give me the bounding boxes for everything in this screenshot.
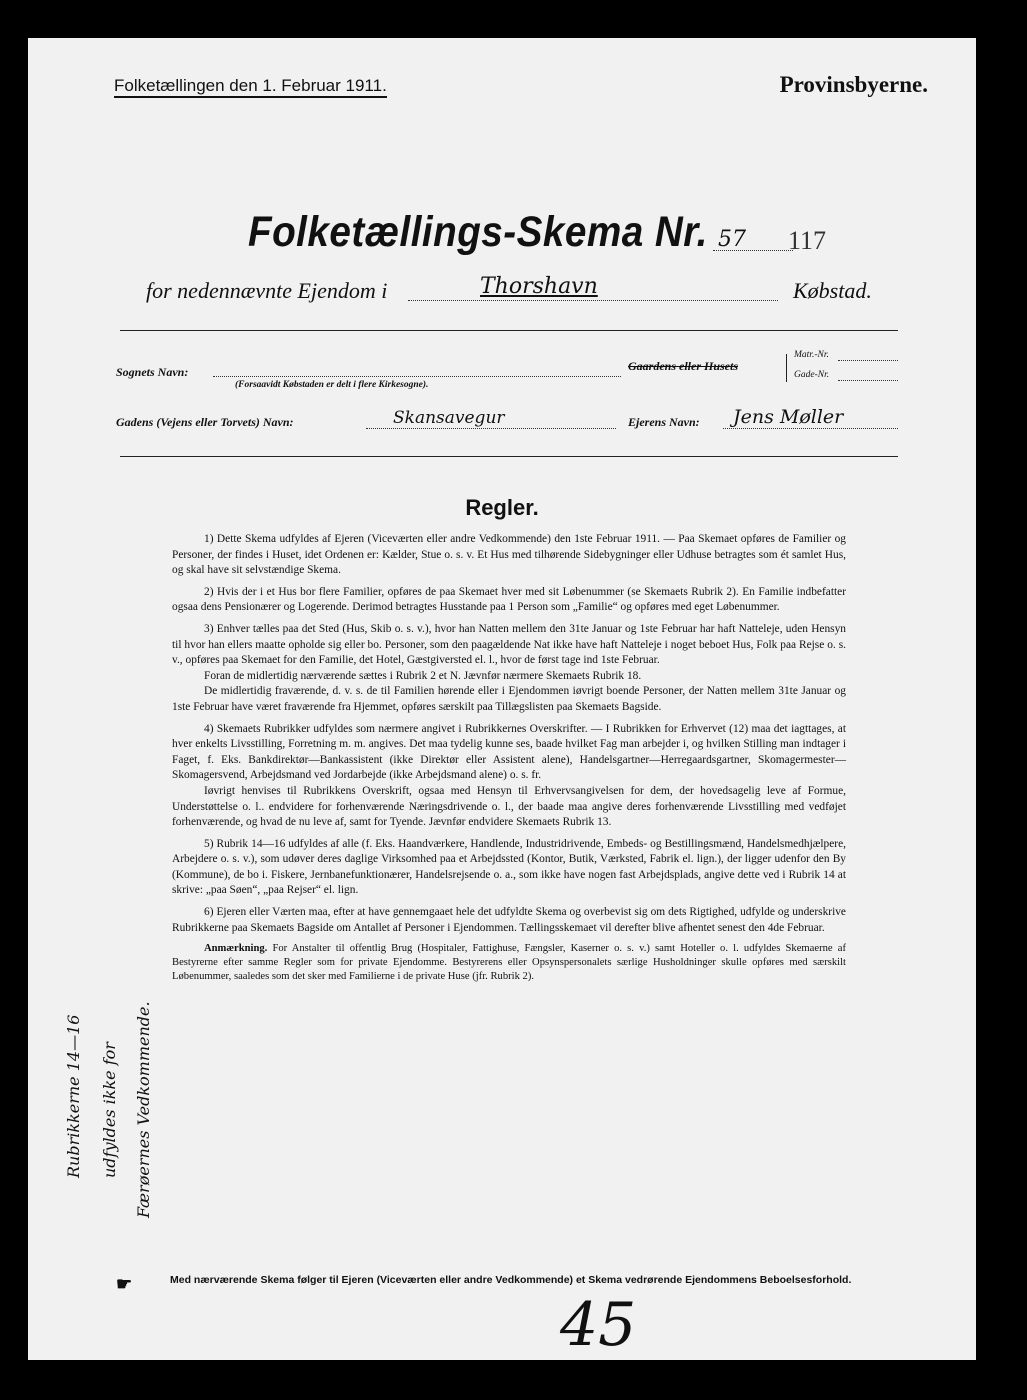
parish-note: (Forsaavidt Købstaden er delt i flere Kirkesogne). (235, 380, 429, 390)
divider-bottom (120, 456, 898, 457)
street-line (366, 428, 616, 429)
rule-5: 5) Rubrik 14—16 udfyldes af alle (f. Eks. Haandværkere, Handlende, Industridrivende, Embeds- og Bestillingsmænd, Handelsmedhjælpere, Arbejdere o. s. v.), som udøver deres daglige Virksomhed paa et Arbejdssted (Kontor, Butik, Værksted, Fabrik el. lign.), der ligger udenfor den By (Kommune), de bo i. Fiskere, Jernbanefunktionærer, Handelsrejsende o. a., som ikke have nogen fast Arbejdsplads, angive dette ved i Rubrik 14 at skrive: „paa Søen“, „paa Rejser“ el. lign. (172, 837, 846, 897)
owner-line (723, 428, 898, 429)
farm-brace (786, 354, 787, 382)
street-value: Skansavegur (393, 408, 505, 428)
gade-line (838, 380, 898, 381)
note-text: For Anstalter til offentlig Brug (Hospitaler, Fattighuse, Fængsler, Kaserner o. s. v.) samt Hoteller o. l. udfyldes Skemaerne af Bestyrerne efter samme Regler som for private Ejendomme. Bestyrerens eller Opsynspersonalets særlige Husholdninger skulle opføres med særskilt Løbenummer, saaledes som det sker med Familierne i de private Huse (jfr. Rubrik 2). (172, 943, 846, 983)
property-suffix: Købstad. (793, 278, 872, 303)
rule-4: 4) Skemaets Rubrikker udfyldes som nærmere angivet i Rubrikkernes Overskrifter. — I Rubrikken for Erhvervet (12) maa det iagttages, at hver enkelts Livsstilling, Forretning m. m. angives. Det maa tydelig kunne ses, baade hvilket Fag man arbejder i, og hvilken Stilling man indtager i Faget, f. Eks. Bankdirektør—Bankassistent (ikke Direktør eller Assistent alene), Handelsgartner—Herregaardsgartner, Skomagermester—Skomagersvend, Arbejdsmand ved Jordarbejde (ikke Arbejdsmand alene) o. s. fr. (172, 722, 846, 782)
handwritten-footer-number: 45 (560, 1290, 637, 1360)
margin-note-line-3: Færøernes Vedkommende. (134, 1001, 153, 1218)
note-label: Anmærkning. (204, 943, 268, 955)
town-line (408, 300, 778, 301)
owner-label: Ejerens Navn: (628, 415, 700, 429)
region-header: Provinsbyerne. (779, 72, 928, 97)
census-date-header (114, 76, 387, 96)
divider-top (120, 330, 898, 331)
census-date-text: Folketællingen den 1. Februar 1911. (114, 76, 387, 98)
rules-body (172, 532, 846, 990)
owner-value: Jens Møller (733, 406, 844, 428)
pointing-hand-icon: ☛ (116, 1274, 133, 1294)
town-value: Thorshavn (480, 274, 598, 299)
rules-heading: Regler. (465, 495, 539, 520)
census-form-page (28, 38, 976, 1360)
rule-3-note-a: Foran de midlertidig nærværende sættes i Rubrik 2 et N. Jævnfør nærmere Skemaets Rubrik 18. (204, 669, 642, 682)
rule-2: 2) Hvis der i et Hus bor flere Familier, opføres de paa Skemaet hver med sit Løbenummer (se Skemaets Rubrik 2). En Familie indbefatter ogsaa dens Pensionærer og Logerende. Derimod betragtes Husstande paa 1 Person som „Familie“ og opføres med eget Løbenummer. (172, 585, 846, 614)
matr-line (838, 360, 898, 361)
street-label: Gadens (Vejens eller Torvets) Navn: (116, 415, 294, 429)
printed-form-number: 117 (788, 226, 827, 255)
rule-6: 6) Ejeren eller Værten maa, efter at have gennemgaaet hele det udfyldte Skema og overbevist sig om dets Rigtighed, udfylde og underskrive Rubrikkerne paa Skemaets Bagside om Antallet af Personer i Ejendommen. Tællingsskemaet vil derefter blive afhentet senest den 4de Februar. (172, 906, 846, 934)
rule-3: 3) Enhver tælles paa det Sted (Hus, Skib o. s. v.), hvor han Natten mellem den 31te Januar og 1ste Februar har haft Natteleje, uden Hensyn til hvor han ellers maatte opholde sig eller bo. Personer, som den paagældende Nat ikke have haft Natteleje i noget beboet Hus, Folk paa Rejse o. s. v., opføres paa Skemaet for den Familie, det Hotel, Gæstgiversted el. l., hvor de først tage ind 1ste Februar. (172, 622, 846, 667)
margin-note-line-1: Rubrikkerne 14—16 (64, 1014, 83, 1178)
property-prefix: for nedennævnte Ejendom i (146, 278, 388, 303)
rule-1: 1) Dette Skema udfyldes af Ejeren (Viceværten eller andre Vedkommende) den 1ste Februar 1911. — Paa Skemaet opføres de Familier og Personer, der findes i Huset, idet Ordenen er: Kælder, Stue o. s. v. Et Hus med tilhørende Sidebygninger eller Udhuse betragtes som ét samlet Hus, og skal have sit selvstændige Skema. (172, 533, 846, 577)
rules-note (172, 942, 846, 984)
margin-note-line-2: udfyldes ikke for (100, 1042, 119, 1178)
rule-4-note: Iøvrigt henvises til Rubrikkens Overskrift, ogsaa med Hensyn til Erhvervsangivelsen for dem, der hovedsagelig leve af Formue, Understøttelse o. l.. endvidere for forhenværende Næringsdrivende o. l., der baade maa angive deres forhenværende Livsstilling med vedføjet forhenværende, og hvad de nu leve af, samt for Tyende. Jævnfør endvidere Skemaets Rubrik 13. (172, 784, 846, 829)
footer-note: Med nærværende Skema følger til Ejeren (Viceværten eller andre Vedkommende) et Skema vedrørende Ejendommens Beboelsesforhold. (170, 1274, 852, 1286)
parish-line (213, 376, 621, 377)
farm-label: Gaardens eller Husets (628, 359, 739, 373)
matr-label: Matr.-Nr. (794, 350, 829, 360)
rule-3-note-b: De midlertidig fraværende, d. v. s. de til Familien hørende eller i Ejendommen iøvrigt boende Personer, der Natten mellem 31te Januar og 1ste Februar have været fraværende fra Hjemmet, opføres særskilt paa Tillægslisten paa Skemaets Bagside. (172, 685, 846, 713)
handwritten-form-number: 57 (718, 227, 746, 252)
form-number-line (713, 250, 793, 251)
gade-label: Gade-Nr. (794, 370, 830, 380)
form-title: Folketællings-Skema Nr. (248, 208, 708, 256)
parish-label: Sognets Navn: (116, 365, 189, 379)
